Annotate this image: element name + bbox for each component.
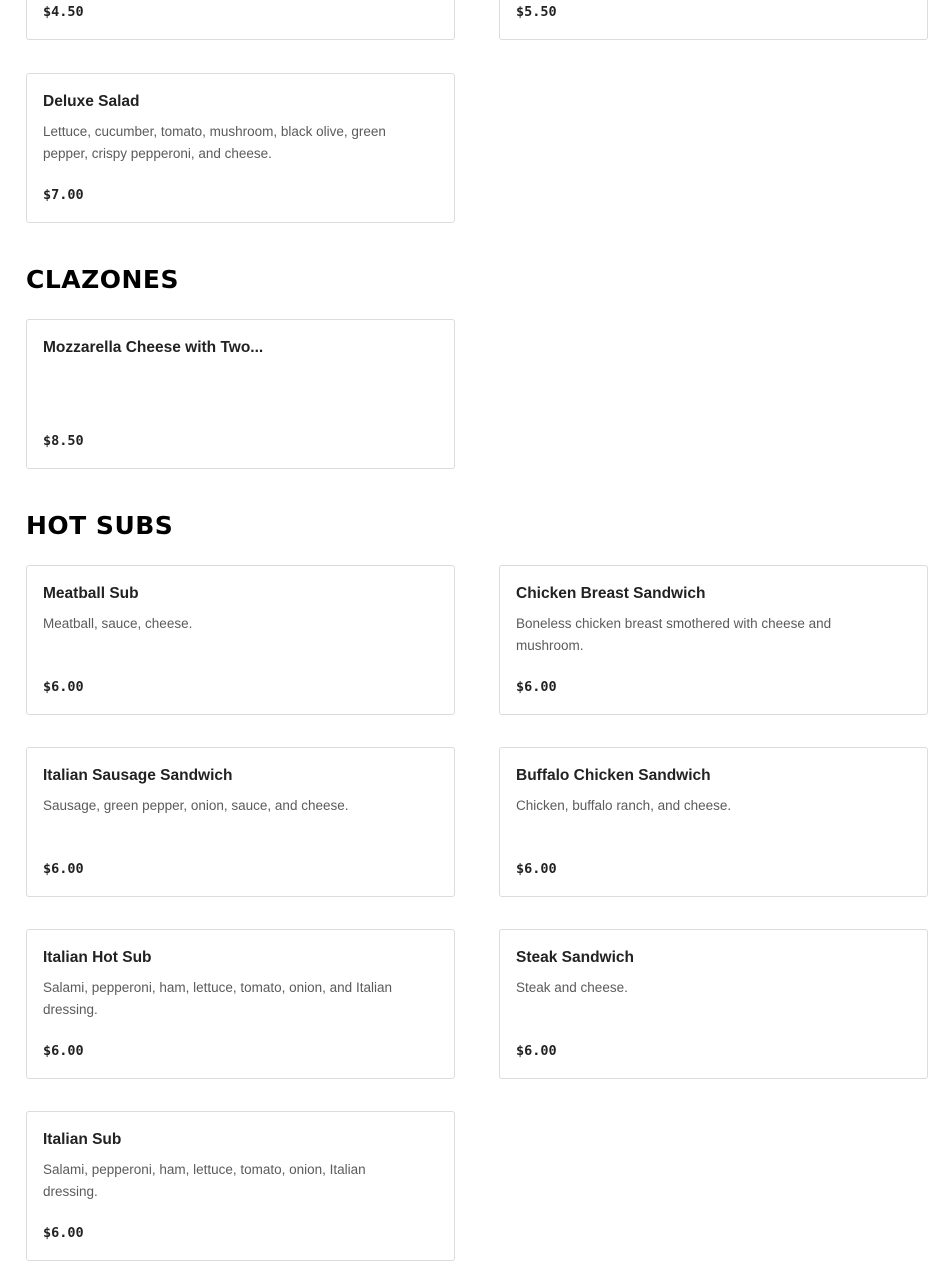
item-name: Buffalo Chicken Sandwich [516,767,711,784]
menu-item-card[interactable] [499,0,928,40]
section-title-hot-subs: HOT SUBS [26,511,174,540]
menu-item-card[interactable] [26,319,455,469]
item-description: Chicken, buffalo ranch, and cheese. [516,798,732,813]
item-name: Steak Sandwich [516,949,635,966]
item-description: Salami, pepperoni, ham, lettuce, tomato, onion, Italian dressing. [43,1162,366,1199]
item-price: $6.00 [43,861,84,877]
item-price: $6.00 [516,1043,557,1059]
menu-item-card[interactable] [26,0,455,40]
menu-item-card[interactable] [499,747,928,897]
section-title-calzones: CLAZONES [26,265,180,294]
item-description: Lettuce, cucumber, tomato, mushroom, black olive, green pepper, crispy pepperoni, and cheese. [43,124,386,161]
menu-item-card[interactable] [26,73,455,223]
menu-item-card[interactable] [26,747,455,897]
item-price: $5.50 [516,4,557,20]
menu-item-card[interactable] [26,1111,455,1261]
item-price: $6.00 [43,1225,84,1241]
item-price: $8.50 [43,433,84,449]
item-description: Boneless chicken breast smothered with cheese and mushroom. [516,616,832,653]
item-price: $6.00 [43,679,84,695]
menu-item-card[interactable] [26,565,455,715]
item-name: Meatball Sub [43,585,139,602]
item-price: $7.00 [43,187,84,203]
item-name: Chicken Breast Sandwich [516,585,706,602]
item-description: Meatball, sauce, cheese. [43,616,193,631]
item-price: $6.00 [516,861,557,877]
item-price: $6.00 [516,679,557,695]
item-name: Italian Hot Sub [43,949,152,966]
item-name: Deluxe Salad [43,93,140,110]
item-price: $4.50 [43,4,84,20]
menu-item-card[interactable] [499,929,928,1079]
menu-item-card[interactable] [26,929,455,1079]
item-description: Salami, pepperoni, ham, lettuce, tomato, onion, and Italian dressing. [43,980,392,1017]
item-name: Mozzarella Cheese with Two... [43,339,264,356]
menu-item-card[interactable] [499,565,928,715]
item-name: Italian Sausage Sandwich [43,767,233,784]
item-name: Italian Sub [43,1131,122,1148]
item-price: $6.00 [43,1043,84,1059]
item-description: Sausage, green pepper, onion, sauce, and cheese. [43,798,349,813]
item-description: Steak and cheese. [516,980,628,995]
